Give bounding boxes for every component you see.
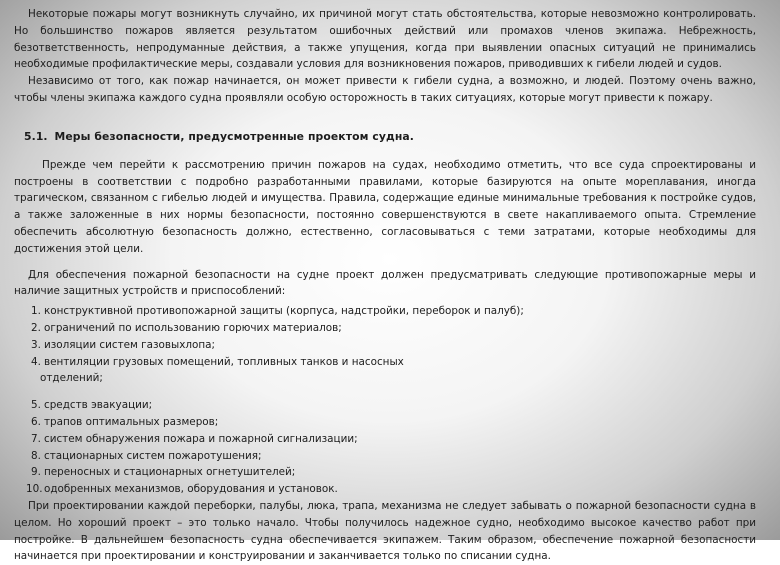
list-item: 6. трапов оптимальных размеров; [31, 415, 219, 428]
measures-list-2 [14, 397, 756, 498]
body-paragraph-3: При проектировании каждой переборки, палубы, люка, трапа, механизма не следует забывать о пожарной безопасности судна в целом. Но хороший проект – это только начало. Чтобы получилось надежное судно, необходимо высокое качество работ при постройке. В дальнейшем безопасность судна обеспечивается экипажем. Таким образом, обеспечение пожарной безопасности начинается при проектировании и конструировании и заканчивается только по списании судна. [14, 499, 756, 563]
section-heading [24, 129, 756, 145]
intro-paragraph-1: Некоторые пожары могут возникнуть случайно, их причиной могут стать обстоятельства, которые невозможно контролировать. Но большинство пожаров является результатом ошибочных действий или промахов членов экипажа. Небрежность, безответственность, непродуманные действия, а также упущения, когда при выявлении опасных ситуаций не принимались необходимые профилактические меры, создавали условия для возникновения пожаров, приводивших к гибели людей и судов. [14, 8, 756, 71]
list-item: 3. изоляции систем газовыхлопа; [31, 338, 216, 351]
body-paragraph-2: Для обеспечения пожарной безопасности на судне проект должен предусматривать следующие противопожарные меры и наличие защитных устройств и приспособлений: [14, 268, 756, 298]
measures-list-1 [14, 303, 756, 387]
list-item: 8. стационарных систем пожаротушения; [31, 449, 262, 462]
list-item: 2. ограничений по использованию горючих материалов; [31, 321, 342, 334]
list-item: 10. одобренных механизмов, оборудования и установок. [26, 483, 338, 496]
section-number: 5.1. [24, 129, 48, 143]
list-item: 4. вентиляции грузовых помещений, топливных танков и насосных отделений; [31, 355, 404, 385]
section-title: Меры безопасности, предусмотренные проектом судна. [54, 129, 414, 143]
body-paragraph-1: Прежде чем перейти к рассмотрению причин пожаров на судах, необходимо отметить, что все суда спроектированы и построены в соответствии с подробно разработанными правилами, которые базируются на опыте мореплавания, иногда трагическом, связанном с гибелью людей и имущества. Правила, содержащие единые минимальные требования к постройке судов, а также заложенные в них нормы безопасности, постоянно совершенствуются в свете накапливаемого опыта. Стремление обеспечить абсолютную безопасность должно, естественно, согласовываться с теми затратами, которые необходимы для достижения этой цели. [14, 158, 756, 255]
intro-paragraph-2: Независимо от того, как пожар начинается, он может привести к гибели судна, а возможно, и людей. Поэтому очень важно, чтобы члены экипажа каждого судна проявляли особую осторожность в таких ситуациях, которые могут привести к пожару. [14, 75, 756, 104]
list-item: 7. систем обнаружения пожара и пожарной сигнализации; [31, 432, 358, 445]
list-item: 1. конструктивной противопожарной защиты (корпуса, надстройки, переборок и палуб); [31, 305, 524, 318]
list-item: 5. средств эвакуации; [31, 399, 153, 412]
list-item: 9. переносных и стационарных огнетушителей; [31, 466, 296, 479]
